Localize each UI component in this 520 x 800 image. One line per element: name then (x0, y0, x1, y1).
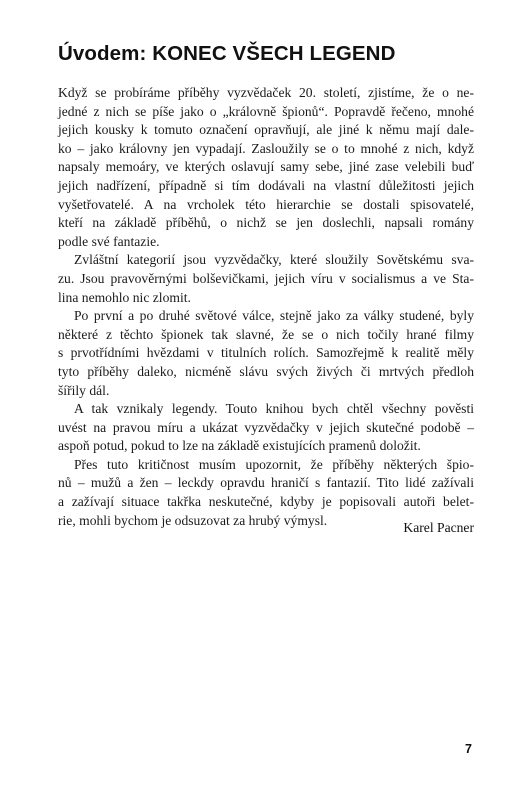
text-line: lina nemohlo nic zlomit. (58, 289, 191, 305)
text-line: některé z těchto špionek tak slavné, že se o nich točily hrané filmy (58, 326, 474, 342)
paragraph (58, 251, 474, 307)
text-line: s prvotřídními hvězdami v titulních rolích. Samozřejmě k realitě měly (58, 345, 474, 361)
text-line: napsaly memoáry, ve kterých oslavují samy sebe, jiné zase velebili buď (58, 159, 474, 175)
text-line: jedné z nich se píše jako o „královně špionů“. Popravdě řečeno, mnohé (58, 103, 474, 119)
text-line: Když se probíráme příběhy vyzvědaček 20. století, zjistíme, že o ne- (58, 85, 474, 100)
text-line: kteří na základě příběhů, o nichž se jen doslechli, napsali romány (58, 215, 474, 231)
author-signature: Karel Pacner (403, 520, 474, 535)
text-line: zu. Jsou pravověrnými bolševičkami, jejich víru v socialismus a ve Sta- (58, 270, 474, 286)
text-line: Zvláštní kategorií jsou vyzvědačky, které sloužily Sovětskému sva- (74, 252, 474, 268)
text-line: Přes tuto kritičnost musím upozornit, že příběhy některých špio- (74, 456, 474, 472)
text-line: nů – mužů a žen – leckdy opravdu hraničí s fantazií. Tito lidé zažívali (58, 475, 474, 491)
paragraph (58, 84, 474, 251)
text-line: ko – jako královny jen vypadají. Zasloužily se o to mnohé z nich, když (58, 140, 474, 156)
text-line: vyšetřovatelé. A na vrcholek této hierarchie se dostali spisovatelé, (58, 196, 474, 212)
text-line: aspoň potud, pokud to lze na základě existujících pramenů doložit. (58, 438, 421, 454)
text-line: a zažívají situace takřka neskutečné, kdyby je popisovali autoři belet- (58, 494, 474, 510)
text-line: tyto příběhy daleko, nicméně slávu svých živých či mrtvých předloh (58, 363, 474, 379)
chapter-heading: Úvodem: KONEC VŠECH LEGEND (58, 42, 396, 65)
text-line: jejich nadřízení, případně si tím dodávali na vlastní důležitosti jejich (58, 177, 474, 193)
text-line: jejich kousky k tomuto označení opravňují, ale jiné k němu mají dale- (58, 122, 474, 138)
text-line: uvést na pravou míru a ukázat vyzvědačky v jejich skutečné podobě – (58, 419, 474, 435)
text-line: rie, mohli bychom je odsuzovat za hrubý výmysl. (58, 512, 328, 528)
paragraph (58, 400, 474, 456)
text-line: šířily dál. (58, 382, 110, 398)
text-line: A tak vznikaly legendy. Touto knihou bych chtěl všechny pověsti (74, 401, 474, 417)
paragraph (58, 307, 474, 400)
text-line: podle své fantazie. (58, 233, 160, 249)
text-line: Po první a po druhé světové válce, stejně jako za války studené, byly (74, 308, 474, 324)
page-number: 7 (465, 742, 472, 756)
body-text (58, 84, 474, 530)
